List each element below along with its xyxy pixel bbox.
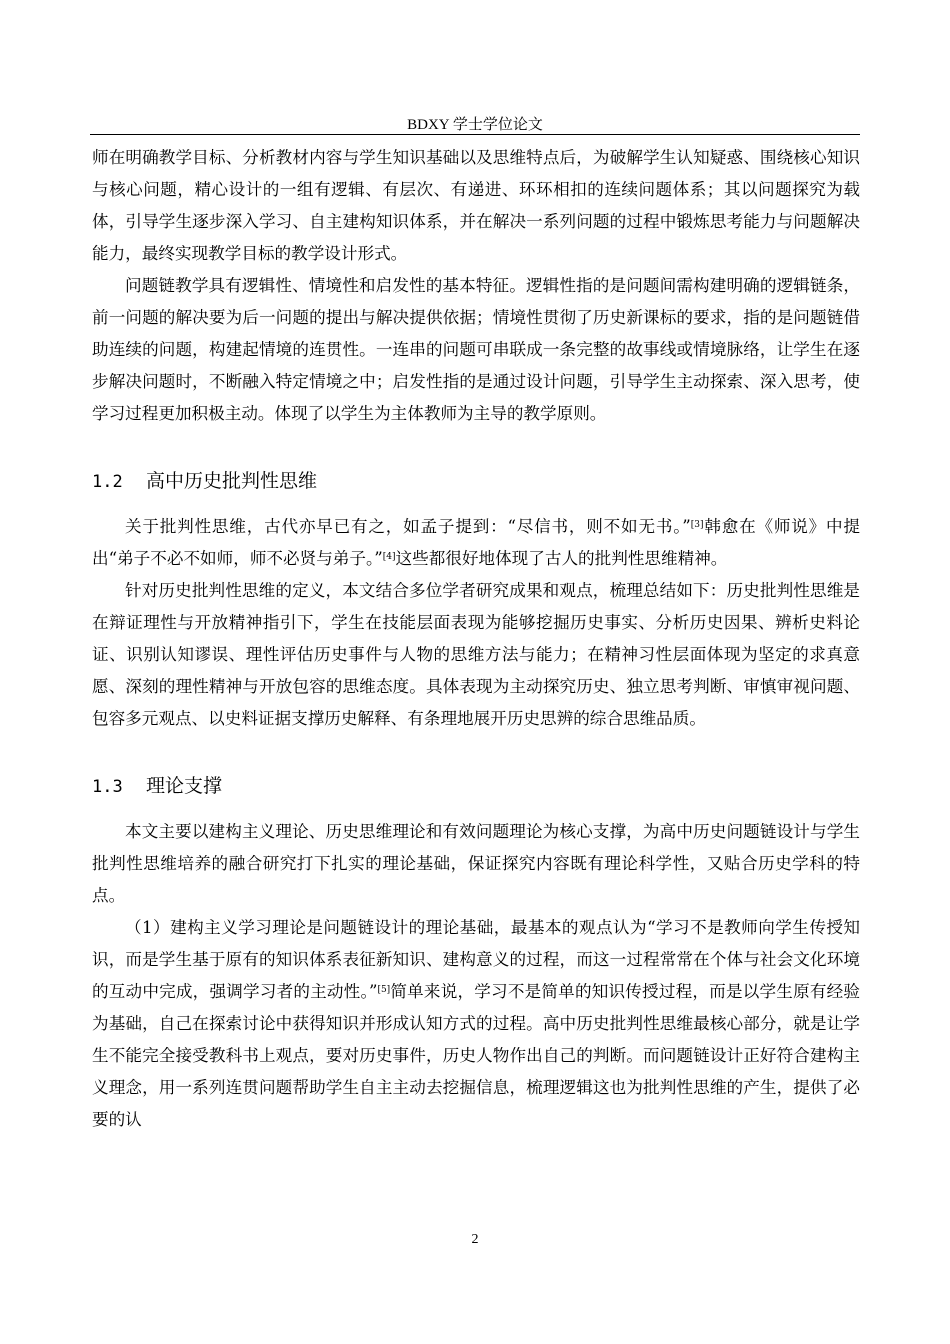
section-heading-1-2 bbox=[92, 466, 860, 497]
text-run: （1）建构主义学习理论是问题链设计的理论基础，最基本的观点认为“学习不是教师向学生传授知识，而是学生基于原有的知识体系表征新知识、建构意义的过程，而这一过程常常在个体与社会文化环境的互动中完成，强调学习者的主动性。” bbox=[92, 918, 860, 1001]
section-heading-1-3 bbox=[92, 771, 860, 802]
section-number: 1.2 bbox=[92, 472, 123, 492]
text-run: 韩愈在《师说》中提出“弟子不必不如师，师不必贤与弟子。” bbox=[92, 517, 860, 568]
section-title: 高中历史批判性思维 bbox=[146, 470, 318, 492]
running-header: BDXY 学士学位论文 bbox=[407, 117, 543, 133]
citation-ref: [4] bbox=[382, 552, 396, 562]
paragraph-critical-thinking-origins bbox=[92, 511, 860, 575]
citation-ref: [3] bbox=[690, 520, 704, 530]
citation-ref: [5] bbox=[377, 985, 391, 995]
section-title: 理论支撑 bbox=[146, 775, 223, 797]
paragraph-constructivism bbox=[92, 912, 860, 1136]
body-text bbox=[92, 142, 860, 1136]
page-number: 2 bbox=[471, 1232, 479, 1247]
paragraph-features: 问题链教学具有逻辑性、情境性和启发性的基本特征。逻辑性指的是问题间需构建明确的逻辑链条，前一问题的解决要为后一问题的提出与解决提供依据；情境性贯彻了历史新课标的要求，指的是问题链借助连续的问题，构建起情境的连贯性。一连串的问题可串联成一条完整的故事线或情境脉络，让学生在逐步解决问题时，不断融入特定情境之中；启发性指的是通过设计问题，引导学生主动探索、深入思考，使学习过程更加积极主动。体现了以学生为主体教师为主导的教学原则。 bbox=[92, 276, 860, 423]
header-rule bbox=[90, 134, 860, 135]
section-number: 1.3 bbox=[92, 777, 123, 797]
paragraph-definition: 针对历史批判性思维的定义，本文结合多位学者研究成果和观点，梳理总结如下：历史批判性思维是在辩证理性与开放精神指引下，学生在技能层面表现为能够挖掘历史事实、分析历史因果、辨析史料论证、识别认知谬误、理性评估历史事件与人物的思维方法与能力；在精神习性层面体现为坚定的求真意愿、深刻的理性精神与开放包容的思维态度。具体表现为主动探究历史、独立思考判断、审慎审视问题、包容多元观点、以史料证据支撑历史解释、有条理地展开历史思辨的综合思维品质。 bbox=[92, 581, 860, 728]
paragraph-theory-intro: 本文主要以建构主义理论、历史思维理论和有效问题理论为核心支撑，为高中历史问题链设计与学生批判性思维培养的融合研究打下扎实的理论基础，保证探究内容既有理论科学性，又贴合历史学科的特点。 bbox=[92, 822, 860, 905]
paragraph-continued: 师在明确教学目标、分析教材内容与学生知识基础以及思维特点后，为破解学生认知疑惑、围绕核心知识与核心问题，精心设计的一组有逻辑、有层次、有递进、环环相扣的连续问题体系；其以问题探究为载体，引导学生逐步深入学习、自主建构知识体系，并在解决一系列问题的过程中锻炼思考能力与问题解决能力，最终实现教学目标的教学设计形式。 bbox=[92, 148, 860, 263]
text-run: 这些都很好地体现了古人的批判性思维精神。 bbox=[395, 549, 728, 568]
text-run: 关于批判性思维，古代亦早已有之，如孟子提到：“尽信书，则不如无书。” bbox=[125, 517, 691, 536]
text-run: 简单来说，学习不是简单的知识传授过程，而是以学生原有经验为基础，自己在探索讨论中获得知识并形成认知方式的过程。高中历史批判性思维最核心部分，就是让学生不能完全接受教科书上观点，要对历史事件，历史人物作出自己的判断。而问题链设计正好符合建构主义理念，用一系列连贯问题帮助学生自主主动去挖掘信息，梳理逻辑这也为批判性思维的产生，提供了必要的认 bbox=[92, 982, 861, 1129]
